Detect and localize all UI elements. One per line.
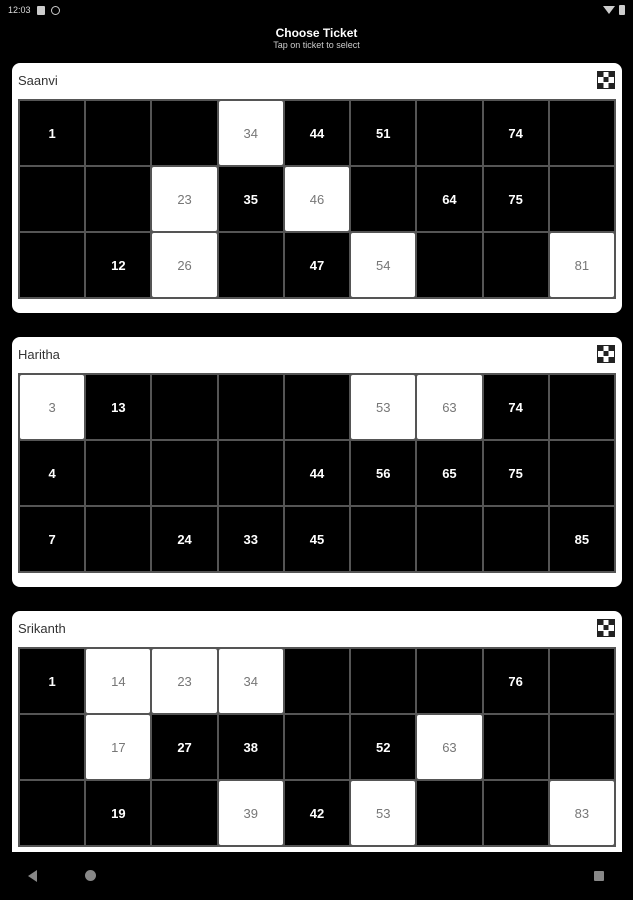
ticket-number-cell: 12 xyxy=(86,233,150,297)
wifi-icon xyxy=(603,6,615,14)
ticket-number-cell: 1 xyxy=(20,649,84,713)
ticket-number-cell: 47 xyxy=(285,233,349,297)
ticket-number-cell: 23 xyxy=(152,167,216,231)
ticket-number-cell: 81 xyxy=(550,233,614,297)
ticket-empty-cell xyxy=(417,781,481,845)
ticket-number-cell: 14 xyxy=(86,649,150,713)
ticket-number-cell: 45 xyxy=(285,507,349,571)
ticket-number-cell: 13 xyxy=(86,375,150,439)
ticket-number-cell: 34 xyxy=(219,649,283,713)
ticket-number-cell: 4 xyxy=(20,441,84,505)
ticket-empty-cell xyxy=(285,715,349,779)
ticket-owner-name: Haritha xyxy=(18,347,60,362)
ticket-number-cell: 34 xyxy=(219,101,283,165)
ticket-number-cell: 53 xyxy=(351,781,415,845)
ticket-empty-cell xyxy=(152,375,216,439)
ticket-empty-cell xyxy=(219,441,283,505)
ticket-number-cell: 75 xyxy=(484,441,548,505)
ticket-empty-cell xyxy=(86,101,150,165)
ticket-empty-cell xyxy=(484,781,548,845)
ticket-number-cell: 33 xyxy=(219,507,283,571)
ticket-empty-cell xyxy=(86,167,150,231)
app-notification-icon xyxy=(51,6,60,15)
ticket-number-cell: 35 xyxy=(219,167,283,231)
page-title: Choose Ticket xyxy=(275,26,358,40)
ticket-empty-cell xyxy=(219,233,283,297)
ticket-number-cell: 75 xyxy=(484,167,548,231)
ticket-number-cell: 7 xyxy=(20,507,84,571)
ticket-empty-cell xyxy=(86,441,150,505)
ticket-number-cell: 63 xyxy=(417,375,481,439)
battery-icon xyxy=(619,5,625,15)
ticket-empty-cell xyxy=(152,781,216,845)
ticket-empty-cell xyxy=(285,375,349,439)
ticket-empty-cell xyxy=(550,441,614,505)
ticket-number-cell: 46 xyxy=(285,167,349,231)
status-bar xyxy=(0,0,633,20)
ticket-empty-cell xyxy=(20,167,84,231)
ticket-number-cell: 74 xyxy=(484,101,548,165)
ticket-number-cell: 1 xyxy=(20,101,84,165)
sim-card-icon xyxy=(37,6,45,15)
ticket-empty-cell xyxy=(219,375,283,439)
qr-code-icon[interactable] xyxy=(597,619,615,637)
ticket-number-cell: 65 xyxy=(417,441,481,505)
ticket-empty-cell xyxy=(550,375,614,439)
ticket-header xyxy=(12,63,622,99)
ticket-owner-name: Saanvi xyxy=(18,73,58,88)
ticket-number-cell: 54 xyxy=(351,233,415,297)
ticket-header xyxy=(12,611,622,647)
ticket-number-cell: 17 xyxy=(86,715,150,779)
home-icon[interactable] xyxy=(85,870,96,881)
ticket-empty-cell xyxy=(20,781,84,845)
ticket-number-cell: 19 xyxy=(86,781,150,845)
ticket-number-cell: 64 xyxy=(417,167,481,231)
ticket-header xyxy=(12,337,622,373)
ticket-empty-cell xyxy=(550,649,614,713)
ticket-number-cell: 39 xyxy=(219,781,283,845)
qr-code-icon[interactable] xyxy=(597,345,615,363)
ticket-owner-name: Srikanth xyxy=(18,621,66,636)
ticket-number-cell: 83 xyxy=(550,781,614,845)
ticket-grid[interactable] xyxy=(18,647,616,847)
ticket-empty-cell xyxy=(351,507,415,571)
back-icon[interactable] xyxy=(28,870,37,882)
ticket-empty-cell xyxy=(351,167,415,231)
ticket-number-cell: 26 xyxy=(152,233,216,297)
ticket-empty-cell xyxy=(484,507,548,571)
ticket-number-cell: 63 xyxy=(417,715,481,779)
navigation-bar xyxy=(0,852,633,900)
ticket-number-cell: 51 xyxy=(351,101,415,165)
ticket-empty-cell xyxy=(86,507,150,571)
ticket-number-cell: 24 xyxy=(152,507,216,571)
ticket-empty-cell xyxy=(550,101,614,165)
ticket-number-cell: 38 xyxy=(219,715,283,779)
ticket-number-cell: 85 xyxy=(550,507,614,571)
ticket-number-cell: 44 xyxy=(285,101,349,165)
page-header xyxy=(0,26,633,51)
recents-icon[interactable] xyxy=(594,871,604,881)
ticket-card-srikanth[interactable] xyxy=(12,611,622,861)
ticket-number-cell: 3 xyxy=(20,375,84,439)
ticket-empty-cell xyxy=(285,649,349,713)
ticket-empty-cell xyxy=(20,233,84,297)
ticket-empty-cell xyxy=(152,101,216,165)
ticket-number-cell: 44 xyxy=(285,441,349,505)
ticket-number-cell: 76 xyxy=(484,649,548,713)
ticket-number-cell: 53 xyxy=(351,375,415,439)
ticket-grid[interactable] xyxy=(18,99,616,299)
status-time: 12:03 xyxy=(8,5,31,15)
ticket-empty-cell xyxy=(417,649,481,713)
ticket-number-cell: 74 xyxy=(484,375,548,439)
ticket-number-cell: 52 xyxy=(351,715,415,779)
ticket-card-saanvi[interactable] xyxy=(12,63,622,313)
ticket-empty-cell xyxy=(550,715,614,779)
ticket-empty-cell xyxy=(152,441,216,505)
ticket-empty-cell xyxy=(484,715,548,779)
ticket-empty-cell xyxy=(484,233,548,297)
ticket-number-cell: 56 xyxy=(351,441,415,505)
ticket-card-haritha[interactable] xyxy=(12,337,622,587)
ticket-empty-cell xyxy=(417,233,481,297)
ticket-empty-cell xyxy=(20,715,84,779)
ticket-number-cell: 27 xyxy=(152,715,216,779)
ticket-number-cell: 42 xyxy=(285,781,349,845)
ticket-empty-cell xyxy=(417,101,481,165)
ticket-number-cell: 23 xyxy=(152,649,216,713)
page-subtitle: Tap on ticket to select xyxy=(273,40,360,50)
qr-code-icon[interactable] xyxy=(597,71,615,89)
ticket-empty-cell xyxy=(550,167,614,231)
ticket-grid[interactable] xyxy=(18,373,616,573)
ticket-empty-cell xyxy=(417,507,481,571)
ticket-empty-cell xyxy=(351,649,415,713)
